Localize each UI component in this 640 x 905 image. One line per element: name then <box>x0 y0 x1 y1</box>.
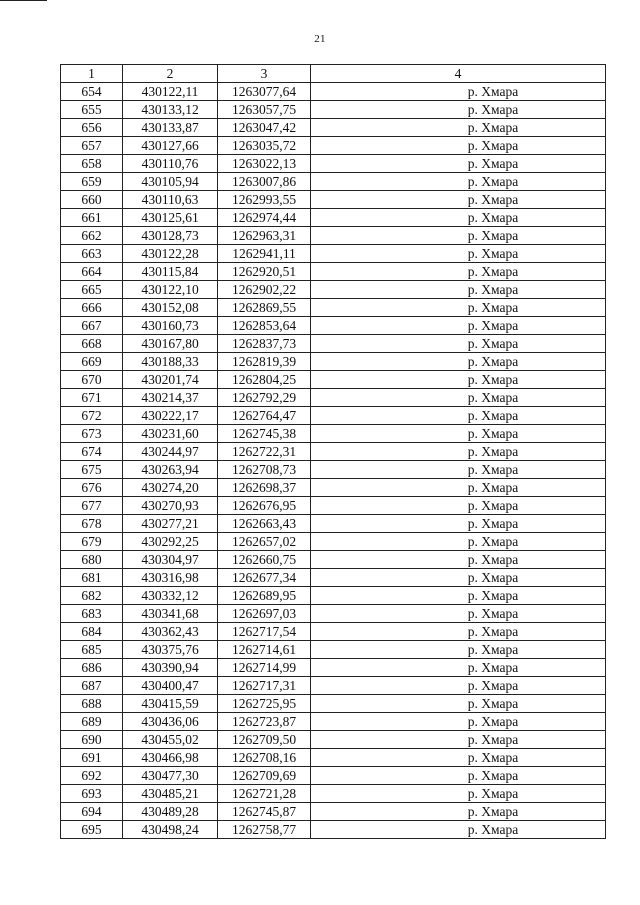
x-coordinate-cell: 430274,20 <box>123 479 218 497</box>
point-number-cell: 685 <box>61 641 123 659</box>
table-row <box>61 101 606 119</box>
description-cell: р. Хмара <box>311 83 606 101</box>
table-row <box>61 191 606 209</box>
table-row <box>61 713 606 731</box>
description-cell: р. Хмара <box>311 515 606 533</box>
table-row <box>61 497 606 515</box>
y-coordinate-cell: 1262663,43 <box>218 515 311 533</box>
point-number-cell: 689 <box>61 713 123 731</box>
description-cell: р. Хмара <box>311 227 606 245</box>
y-coordinate-cell: 1263057,75 <box>218 101 311 119</box>
y-coordinate-cell: 1262708,73 <box>218 461 311 479</box>
x-coordinate-cell: 430332,12 <box>123 587 218 605</box>
x-coordinate-cell: 430415,59 <box>123 695 218 713</box>
y-coordinate-cell: 1263035,72 <box>218 137 311 155</box>
y-coordinate-cell: 1263007,86 <box>218 173 311 191</box>
description-cell: р. Хмара <box>311 119 606 137</box>
table-row <box>61 443 606 461</box>
x-coordinate-cell: 430133,87 <box>123 119 218 137</box>
y-coordinate-cell: 1262660,75 <box>218 551 311 569</box>
description-cell: р. Хмара <box>311 785 606 803</box>
x-coordinate-cell: 430167,80 <box>123 335 218 353</box>
corner-rule <box>0 0 47 2</box>
y-coordinate-cell: 1262819,39 <box>218 353 311 371</box>
table-row <box>61 749 606 767</box>
y-coordinate-cell: 1262708,16 <box>218 749 311 767</box>
point-number-cell: 669 <box>61 353 123 371</box>
table-row <box>61 245 606 263</box>
table-row <box>61 137 606 155</box>
point-number-cell: 658 <box>61 155 123 173</box>
y-coordinate-cell: 1262721,28 <box>218 785 311 803</box>
table-row <box>61 551 606 569</box>
y-coordinate-cell: 1262758,77 <box>218 821 311 839</box>
description-cell: р. Хмара <box>311 317 606 335</box>
description-cell: р. Хмара <box>311 587 606 605</box>
point-number-cell: 665 <box>61 281 123 299</box>
point-number-cell: 677 <box>61 497 123 515</box>
x-coordinate-cell: 430277,21 <box>123 515 218 533</box>
point-number-cell: 674 <box>61 443 123 461</box>
table-row <box>61 155 606 173</box>
table-row <box>61 263 606 281</box>
description-cell: р. Хмара <box>311 551 606 569</box>
x-coordinate-cell: 430128,73 <box>123 227 218 245</box>
point-number-cell: 676 <box>61 479 123 497</box>
table-body <box>61 83 606 839</box>
table-row <box>61 335 606 353</box>
table-row <box>61 569 606 587</box>
x-coordinate-cell: 430304,97 <box>123 551 218 569</box>
table-row <box>61 299 606 317</box>
column-header-1: 1 <box>61 65 123 83</box>
description-cell: р. Хмара <box>311 173 606 191</box>
x-coordinate-cell: 430341,68 <box>123 605 218 623</box>
y-coordinate-cell: 1262677,34 <box>218 569 311 587</box>
y-coordinate-cell: 1262725,95 <box>218 695 311 713</box>
x-coordinate-cell: 430152,08 <box>123 299 218 317</box>
description-cell: р. Хмара <box>311 659 606 677</box>
y-coordinate-cell: 1262745,87 <box>218 803 311 821</box>
y-coordinate-cell: 1262697,03 <box>218 605 311 623</box>
point-number-cell: 671 <box>61 389 123 407</box>
y-coordinate-cell: 1263047,42 <box>218 119 311 137</box>
table-row <box>61 803 606 821</box>
x-coordinate-cell: 430263,94 <box>123 461 218 479</box>
point-number-cell: 688 <box>61 695 123 713</box>
table-row <box>61 767 606 785</box>
x-coordinate-cell: 430160,73 <box>123 317 218 335</box>
column-header-2: 2 <box>123 65 218 83</box>
description-cell: р. Хмара <box>311 749 606 767</box>
point-number-cell: 690 <box>61 731 123 749</box>
point-number-cell: 686 <box>61 659 123 677</box>
point-number-cell: 655 <box>61 101 123 119</box>
x-coordinate-cell: 430222,17 <box>123 407 218 425</box>
description-cell: р. Хмара <box>311 353 606 371</box>
description-cell: р. Хмара <box>311 101 606 119</box>
x-coordinate-cell: 430390,94 <box>123 659 218 677</box>
table-header-row <box>61 65 606 83</box>
table-row <box>61 281 606 299</box>
y-coordinate-cell: 1262764,47 <box>218 407 311 425</box>
table-row <box>61 425 606 443</box>
point-number-cell: 663 <box>61 245 123 263</box>
description-cell: р. Хмара <box>311 137 606 155</box>
x-coordinate-cell: 430115,84 <box>123 263 218 281</box>
y-coordinate-cell: 1262714,99 <box>218 659 311 677</box>
description-cell: р. Хмара <box>311 623 606 641</box>
description-cell: р. Хмара <box>311 569 606 587</box>
table-row <box>61 821 606 839</box>
x-coordinate-cell: 430110,63 <box>123 191 218 209</box>
y-coordinate-cell: 1262853,64 <box>218 317 311 335</box>
y-coordinate-cell: 1262722,31 <box>218 443 311 461</box>
description-cell: р. Хмара <box>311 641 606 659</box>
table-row <box>61 587 606 605</box>
description-cell: р. Хмара <box>311 767 606 785</box>
table-row <box>61 83 606 101</box>
point-number-cell: 668 <box>61 335 123 353</box>
description-cell: р. Хмара <box>311 407 606 425</box>
y-coordinate-cell: 1262709,50 <box>218 731 311 749</box>
x-coordinate-cell: 430477,30 <box>123 767 218 785</box>
point-number-cell: 692 <box>61 767 123 785</box>
page-number: 21 <box>314 33 326 45</box>
point-number-cell: 672 <box>61 407 123 425</box>
coordinates-table <box>60 64 606 839</box>
x-coordinate-cell: 430466,98 <box>123 749 218 767</box>
table-row <box>61 317 606 335</box>
table-row <box>61 659 606 677</box>
y-coordinate-cell: 1262993,55 <box>218 191 311 209</box>
description-cell: р. Хмара <box>311 209 606 227</box>
y-coordinate-cell: 1262698,37 <box>218 479 311 497</box>
point-number-cell: 670 <box>61 371 123 389</box>
table-row <box>61 533 606 551</box>
x-coordinate-cell: 430125,61 <box>123 209 218 227</box>
y-coordinate-cell: 1262804,25 <box>218 371 311 389</box>
table-row <box>61 731 606 749</box>
y-coordinate-cell: 1262941,11 <box>218 245 311 263</box>
x-coordinate-cell: 430231,60 <box>123 425 218 443</box>
table-row <box>61 119 606 137</box>
description-cell: р. Хмара <box>311 281 606 299</box>
description-cell: р. Хмара <box>311 371 606 389</box>
x-coordinate-cell: 430244,97 <box>123 443 218 461</box>
point-number-cell: 657 <box>61 137 123 155</box>
description-cell: р. Хмара <box>311 245 606 263</box>
x-coordinate-cell: 430110,76 <box>123 155 218 173</box>
point-number-cell: 695 <box>61 821 123 839</box>
table-row <box>61 695 606 713</box>
x-coordinate-cell: 430127,66 <box>123 137 218 155</box>
table-row <box>61 677 606 695</box>
y-coordinate-cell: 1262723,87 <box>218 713 311 731</box>
y-coordinate-cell: 1262717,31 <box>218 677 311 695</box>
x-coordinate-cell: 430122,11 <box>123 83 218 101</box>
table-row <box>61 371 606 389</box>
y-coordinate-cell: 1262714,61 <box>218 641 311 659</box>
y-coordinate-cell: 1262902,22 <box>218 281 311 299</box>
x-coordinate-cell: 430214,37 <box>123 389 218 407</box>
table-row <box>61 605 606 623</box>
description-cell: р. Хмара <box>311 731 606 749</box>
point-number-cell: 659 <box>61 173 123 191</box>
point-number-cell: 691 <box>61 749 123 767</box>
x-coordinate-cell: 430436,06 <box>123 713 218 731</box>
x-coordinate-cell: 430122,28 <box>123 245 218 263</box>
x-coordinate-cell: 430375,76 <box>123 641 218 659</box>
table-row <box>61 623 606 641</box>
table-row <box>61 173 606 191</box>
point-number-cell: 680 <box>61 551 123 569</box>
y-coordinate-cell: 1262717,54 <box>218 623 311 641</box>
description-cell: р. Хмара <box>311 299 606 317</box>
y-coordinate-cell: 1262974,44 <box>218 209 311 227</box>
y-coordinate-cell: 1262920,51 <box>218 263 311 281</box>
table-row <box>61 389 606 407</box>
y-coordinate-cell: 1262837,73 <box>218 335 311 353</box>
x-coordinate-cell: 430455,02 <box>123 731 218 749</box>
y-coordinate-cell: 1262963,31 <box>218 227 311 245</box>
x-coordinate-cell: 430122,10 <box>123 281 218 299</box>
point-number-cell: 694 <box>61 803 123 821</box>
table-row <box>61 461 606 479</box>
table-row <box>61 227 606 245</box>
x-coordinate-cell: 430292,25 <box>123 533 218 551</box>
description-cell: р. Хмара <box>311 389 606 407</box>
y-coordinate-cell: 1262689,95 <box>218 587 311 605</box>
point-number-cell: 678 <box>61 515 123 533</box>
description-cell: р. Хмара <box>311 155 606 173</box>
point-number-cell: 660 <box>61 191 123 209</box>
point-number-cell: 662 <box>61 227 123 245</box>
point-number-cell: 656 <box>61 119 123 137</box>
x-coordinate-cell: 430316,98 <box>123 569 218 587</box>
point-number-cell: 683 <box>61 605 123 623</box>
description-cell: р. Хмара <box>311 425 606 443</box>
y-coordinate-cell: 1262792,29 <box>218 389 311 407</box>
table-row <box>61 641 606 659</box>
table-row <box>61 785 606 803</box>
x-coordinate-cell: 430188,33 <box>123 353 218 371</box>
x-coordinate-cell: 430270,93 <box>123 497 218 515</box>
table-row <box>61 479 606 497</box>
point-number-cell: 679 <box>61 533 123 551</box>
description-cell: р. Хмара <box>311 335 606 353</box>
point-number-cell: 654 <box>61 83 123 101</box>
table-row <box>61 515 606 533</box>
y-coordinate-cell: 1262745,38 <box>218 425 311 443</box>
description-cell: р. Хмара <box>311 263 606 281</box>
x-coordinate-cell: 430105,94 <box>123 173 218 191</box>
point-number-cell: 675 <box>61 461 123 479</box>
description-cell: р. Хмара <box>311 695 606 713</box>
y-coordinate-cell: 1263022,13 <box>218 155 311 173</box>
column-header-3: 3 <box>218 65 311 83</box>
description-cell: р. Хмара <box>311 461 606 479</box>
description-cell: р. Хмара <box>311 803 606 821</box>
x-coordinate-cell: 430400,47 <box>123 677 218 695</box>
point-number-cell: 684 <box>61 623 123 641</box>
description-cell: р. Хмара <box>311 533 606 551</box>
description-cell: р. Хмара <box>311 443 606 461</box>
description-cell: р. Хмара <box>311 497 606 515</box>
point-number-cell: 682 <box>61 587 123 605</box>
table-row <box>61 353 606 371</box>
description-cell: р. Хмара <box>311 821 606 839</box>
point-number-cell: 693 <box>61 785 123 803</box>
y-coordinate-cell: 1263077,64 <box>218 83 311 101</box>
point-number-cell: 667 <box>61 317 123 335</box>
y-coordinate-cell: 1262709,69 <box>218 767 311 785</box>
x-coordinate-cell: 430485,21 <box>123 785 218 803</box>
description-cell: р. Хмара <box>311 713 606 731</box>
description-cell: р. Хмара <box>311 479 606 497</box>
table-row <box>61 209 606 227</box>
point-number-cell: 673 <box>61 425 123 443</box>
point-number-cell: 666 <box>61 299 123 317</box>
description-cell: р. Хмара <box>311 677 606 695</box>
x-coordinate-cell: 430201,74 <box>123 371 218 389</box>
column-header-4: 4 <box>311 65 606 83</box>
x-coordinate-cell: 430133,12 <box>123 101 218 119</box>
y-coordinate-cell: 1262657,02 <box>218 533 311 551</box>
point-number-cell: 661 <box>61 209 123 227</box>
y-coordinate-cell: 1262676,95 <box>218 497 311 515</box>
description-cell: р. Хмара <box>311 605 606 623</box>
x-coordinate-cell: 430362,43 <box>123 623 218 641</box>
point-number-cell: 681 <box>61 569 123 587</box>
x-coordinate-cell: 430489,28 <box>123 803 218 821</box>
point-number-cell: 664 <box>61 263 123 281</box>
description-cell: р. Хмара <box>311 191 606 209</box>
table-row <box>61 407 606 425</box>
y-coordinate-cell: 1262869,55 <box>218 299 311 317</box>
point-number-cell: 687 <box>61 677 123 695</box>
x-coordinate-cell: 430498,24 <box>123 821 218 839</box>
